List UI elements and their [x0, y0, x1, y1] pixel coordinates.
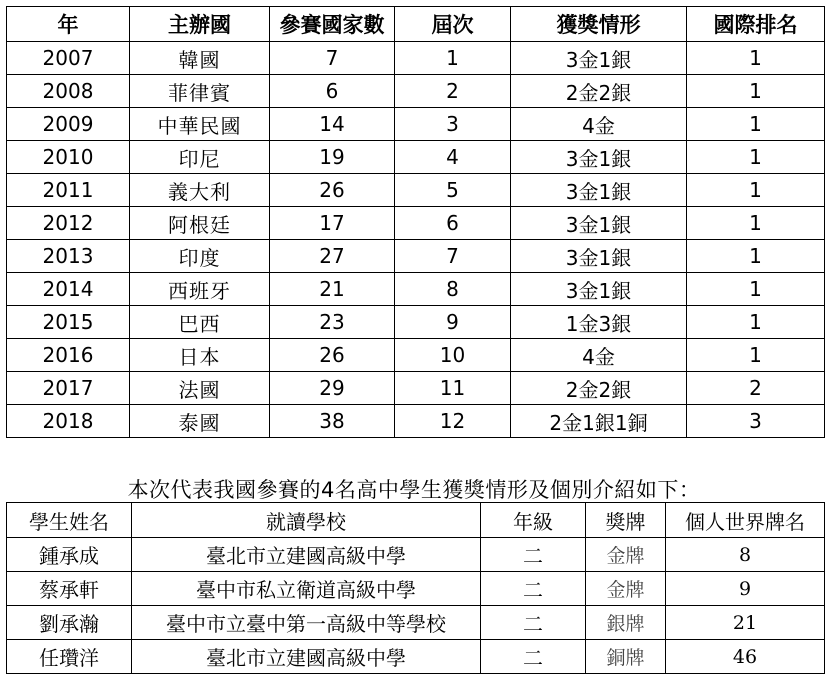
year-cell: 2015	[7, 306, 130, 339]
individual-rank-cell: 9	[666, 572, 825, 606]
participating-countries-cell: 38	[270, 405, 395, 438]
student-row	[7, 572, 825, 606]
year-cell: 2011	[7, 174, 130, 207]
host-country-cell: 義大利	[130, 174, 270, 207]
results-row	[7, 405, 825, 438]
participating-countries-cell: 29	[270, 372, 395, 405]
international-rank-cell: 1	[687, 240, 825, 273]
header-edition: 屆次	[395, 7, 511, 42]
students-table	[6, 502, 825, 674]
host-country-cell: 阿根廷	[130, 207, 270, 240]
participating-countries-cell: 6	[270, 75, 395, 108]
host-country-cell: 菲律賓	[130, 75, 270, 108]
header-student-name: 學生姓名	[7, 503, 132, 538]
grade-cell: 二	[481, 572, 586, 606]
awards-cell: 4金	[511, 339, 687, 372]
awards-cell: 3金1銀	[511, 207, 687, 240]
grade-cell: 二	[481, 606, 586, 640]
students-body	[7, 538, 825, 674]
host-country-cell: 中華民國	[130, 108, 270, 141]
participating-countries-cell: 17	[270, 207, 395, 240]
results-row	[7, 273, 825, 306]
student-row	[7, 606, 825, 640]
host-country-cell: 韓國	[130, 42, 270, 75]
international-rank-cell: 1	[687, 339, 825, 372]
grade-cell: 二	[481, 538, 586, 572]
results-row	[7, 372, 825, 405]
year-cell: 2014	[7, 273, 130, 306]
edition-cell: 7	[395, 240, 511, 273]
awards-cell: 3金1銀	[511, 42, 687, 75]
international-rank-cell: 1	[687, 273, 825, 306]
host-country-cell: 印尼	[130, 141, 270, 174]
international-rank-cell: 1	[687, 141, 825, 174]
edition-cell: 2	[395, 75, 511, 108]
edition-cell: 8	[395, 273, 511, 306]
header-medal: 獎牌	[586, 503, 666, 538]
awards-cell: 2金2銀	[511, 75, 687, 108]
awards-cell: 4金	[511, 108, 687, 141]
header-international-rank: 國際排名	[687, 7, 825, 42]
student-name-cell: 任瓚洋	[7, 640, 132, 674]
student-row	[7, 538, 825, 572]
results-header-row	[7, 7, 825, 42]
participating-countries-cell: 7	[270, 42, 395, 75]
edition-cell: 9	[395, 306, 511, 339]
awards-cell: 1金3銀	[511, 306, 687, 339]
host-country-cell: 巴西	[130, 306, 270, 339]
year-cell: 2018	[7, 405, 130, 438]
individual-rank-cell: 46	[666, 640, 825, 674]
edition-cell: 1	[395, 42, 511, 75]
header-participating-countries: 參賽國家數	[270, 7, 395, 42]
host-country-cell: 印度	[130, 240, 270, 273]
edition-cell: 5	[395, 174, 511, 207]
year-cell: 2017	[7, 372, 130, 405]
year-cell: 2013	[7, 240, 130, 273]
participating-countries-cell: 14	[270, 108, 395, 141]
host-country-cell: 泰國	[130, 405, 270, 438]
international-rank-cell: 2	[687, 372, 825, 405]
results-row	[7, 306, 825, 339]
results-row	[7, 207, 825, 240]
edition-cell: 4	[395, 141, 511, 174]
header-school: 就讀學校	[132, 503, 481, 538]
results-table	[6, 6, 825, 438]
awards-cell: 3金1銀	[511, 240, 687, 273]
year-cell: 2009	[7, 108, 130, 141]
international-rank-cell: 1	[687, 306, 825, 339]
host-country-cell: 西班牙	[130, 273, 270, 306]
edition-cell: 11	[395, 372, 511, 405]
awards-cell: 3金1銀	[511, 141, 687, 174]
edition-cell: 3	[395, 108, 511, 141]
year-cell: 2007	[7, 42, 130, 75]
host-country-cell: 法國	[130, 372, 270, 405]
student-name-cell: 蔡承軒	[7, 572, 132, 606]
participating-countries-cell: 21	[270, 273, 395, 306]
international-rank-cell: 1	[687, 207, 825, 240]
student-name-cell: 劉承瀚	[7, 606, 132, 640]
header-host-country: 主辦國	[130, 7, 270, 42]
edition-cell: 12	[395, 405, 511, 438]
awards-cell: 2金2銀	[511, 372, 687, 405]
student-row	[7, 640, 825, 674]
medal-cell: 銀牌	[586, 606, 666, 640]
international-rank-cell: 1	[687, 75, 825, 108]
results-row	[7, 108, 825, 141]
header-individual-world-rank: 個人世界牌名	[666, 503, 825, 538]
year-cell: 2016	[7, 339, 130, 372]
awards-cell: 2金1銀1銅	[511, 405, 687, 438]
results-row	[7, 75, 825, 108]
medal-cell: 金牌	[586, 538, 666, 572]
results-row	[7, 42, 825, 75]
header-awards: 獲獎情形	[511, 7, 687, 42]
year-cell: 2010	[7, 141, 130, 174]
participating-countries-cell: 23	[270, 306, 395, 339]
participating-countries-cell: 26	[270, 174, 395, 207]
international-rank-cell: 1	[687, 174, 825, 207]
year-cell: 2008	[7, 75, 130, 108]
header-year: 年	[7, 7, 130, 42]
individual-rank-cell: 21	[666, 606, 825, 640]
results-row	[7, 339, 825, 372]
header-grade: 年級	[481, 503, 586, 538]
awards-cell: 3金1銀	[511, 174, 687, 207]
medal-cell: 金牌	[586, 572, 666, 606]
medal-cell: 銅牌	[586, 640, 666, 674]
student-name-cell: 鍾承成	[7, 538, 132, 572]
edition-cell: 6	[395, 207, 511, 240]
edition-cell: 10	[395, 339, 511, 372]
results-body	[7, 42, 825, 438]
results-row	[7, 240, 825, 273]
students-caption: 本次代表我國參賽的4名高中學生獲獎情形及個別介紹如下：	[127, 478, 701, 502]
results-row	[7, 141, 825, 174]
results-row	[7, 174, 825, 207]
host-country-cell: 日本	[130, 339, 270, 372]
grade-cell: 二	[481, 640, 586, 674]
international-rank-cell: 1	[687, 108, 825, 141]
school-cell: 臺北市立建國高級中學	[132, 538, 481, 572]
year-cell: 2012	[7, 207, 130, 240]
awards-cell: 3金1銀	[511, 273, 687, 306]
individual-rank-cell: 8	[666, 538, 825, 572]
participating-countries-cell: 26	[270, 339, 395, 372]
participating-countries-cell: 19	[270, 141, 395, 174]
students-header-row	[7, 503, 825, 538]
international-rank-cell: 1	[687, 42, 825, 75]
school-cell: 臺北市立建國高級中學	[132, 640, 481, 674]
school-cell: 臺中市私立衛道高級中學	[132, 572, 481, 606]
international-rank-cell: 3	[687, 405, 825, 438]
participating-countries-cell: 27	[270, 240, 395, 273]
school-cell: 臺中市立臺中第一高級中等學校	[132, 606, 481, 640]
